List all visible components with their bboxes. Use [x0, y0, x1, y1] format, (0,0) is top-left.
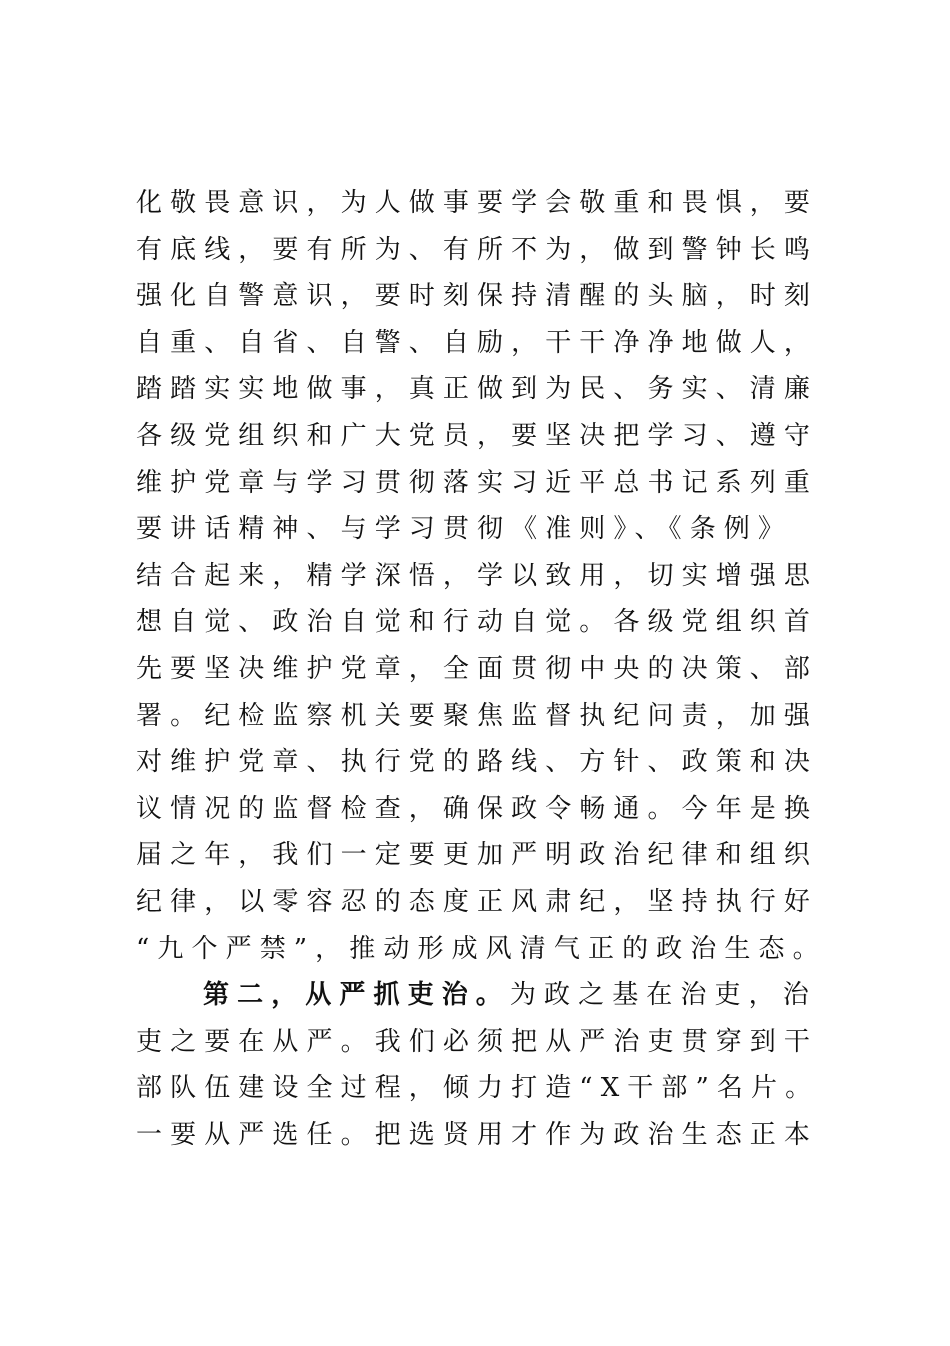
text-line: 想自觉、政治自觉和行动自觉。各级党组织首 [136, 607, 819, 638]
text-line: 届之年，我们一定要更加严明政治纪律和组织 [136, 840, 819, 871]
text-line: 署。纪检监察机关要聚焦监督执纪问责，加强 [136, 700, 819, 731]
body-text [136, 180, 836, 1158]
text-line: 强化自警意识，要时刻保持清醒的头脑，时刻 [136, 281, 819, 312]
text-line: 一要从严选任。把选贤用才作为政治生态正本 [136, 1119, 819, 1150]
section-first-line [136, 972, 836, 1019]
section-heading: 第二，从严抓吏治。 [203, 980, 510, 1011]
text-line: “九个严禁”，推动形成风清气正的政治生态。 [136, 933, 827, 964]
text-line: 有底线，要有所为、有所不为，做到警钟长鸣 [136, 234, 819, 265]
text-line: 结合起来，精学深悟，学以致用，切实增强思 [136, 560, 819, 591]
text-line: 部队伍建设全过程，倾力打造“X干部”名片。 [136, 1073, 820, 1104]
text-line: 踏踏实实地做事，真正做到为民、务实、清廉 [136, 374, 819, 405]
text-line: 自重、自省、自警、自励，干干净净地做人， [136, 327, 819, 358]
text-line: 对维护党章、执行党的路线、方针、政策和决 [136, 747, 819, 778]
text-line: 先要坚决维护党章，全面贯彻中央的决策、部 [136, 653, 819, 684]
text-line: 化敬畏意识，为人做事要学会敬重和畏惧，要 [136, 188, 819, 218]
text-line: 纪律，以零容忍的态度正风肃纪，坚持执行好 [136, 886, 819, 917]
text-line: 吏之要在从严。我们必须把从严治吏贯穿到干 [136, 1026, 819, 1057]
section-first-line-text: 为政之基在治吏，治 [509, 980, 817, 1011]
text-line: 各级党组织和广大党员，要坚决把学习、遵守 [136, 420, 819, 451]
text-line: 维护党章与学习贯彻落实习近平总书记系列重 [136, 467, 819, 498]
text-line: 要讲话精神、与学习贯彻《准则》、《条例》 [136, 514, 793, 545]
text-line: 议情况的监督检查，确保政令畅通。今年是换 [136, 793, 819, 824]
